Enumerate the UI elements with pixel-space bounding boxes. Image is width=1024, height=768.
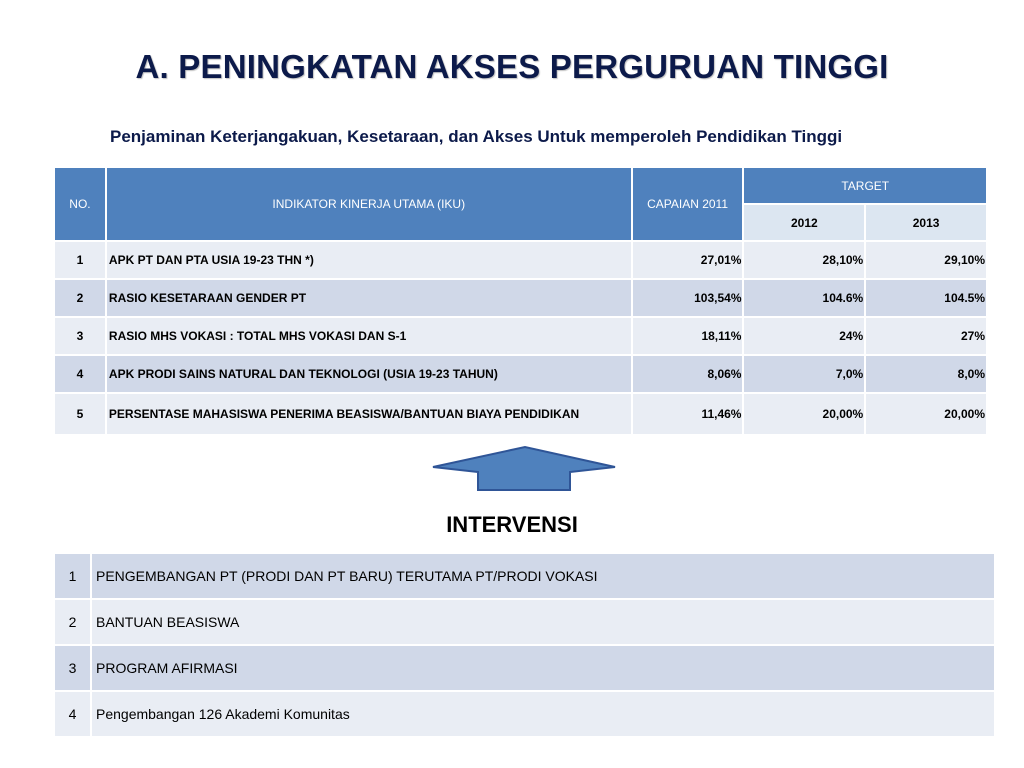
up-arrow-icon	[430, 444, 620, 494]
page-title: A. PENINGKATAN AKSES PERGURUAN TINGGI	[135, 48, 889, 85]
item-no: 1	[54, 553, 91, 599]
table-row	[54, 355, 987, 393]
page-subtitle: Penjaminan Keterjangakuan, Kesetaraan, dan Akses Untuk memperoleh Pendidikan Tinggi	[110, 127, 843, 146]
row-no: 5	[54, 393, 106, 435]
header-capaian: CAPAIAN 2011	[632, 167, 744, 241]
item-text: PROGRAM AFIRMASI	[91, 645, 995, 691]
table-row	[54, 241, 987, 279]
row-target-2013: 29,10%	[865, 241, 987, 279]
row-capaian: 18,11%	[632, 317, 744, 355]
list-item	[54, 553, 995, 599]
item-text: PENGEMBANGAN PT (PRODI DAN PT BARU) TERUTAMA PT/PRODI VOKASI	[91, 553, 995, 599]
row-iku: RASIO KESETARAAN GENDER PT	[106, 279, 632, 317]
row-no: 2	[54, 279, 106, 317]
intervensi-heading: INTERVENSI	[446, 512, 578, 537]
item-no: 4	[54, 691, 91, 737]
header-no: NO.	[54, 167, 106, 241]
item-text: BANTUAN BEASISWA	[91, 599, 995, 645]
row-no: 4	[54, 355, 106, 393]
row-iku: RASIO MHS VOKASI : TOTAL MHS VOKASI DAN S-1	[106, 317, 632, 355]
row-target-2012: 24%	[743, 317, 865, 355]
item-text: Pengembangan 126 Akademi Komunitas	[91, 691, 995, 737]
row-iku: PERSENTASE MAHASISWA PENERIMA BEASISWA/BANTUAN BIAYA PENDIDIKAN	[106, 393, 632, 435]
intervensi-table	[53, 552, 996, 738]
table-row	[54, 317, 987, 355]
header-2012: 2012	[743, 204, 865, 241]
row-iku: APK PRODI SAINS NATURAL DAN TEKNOLOGI (USIA 19-23 TAHUN)	[106, 355, 632, 393]
table-row	[54, 393, 987, 435]
row-target-2013: 8,0%	[865, 355, 987, 393]
row-capaian: 27,01%	[632, 241, 744, 279]
table-row	[54, 279, 987, 317]
row-capaian: 103,54%	[632, 279, 744, 317]
header-2013: 2013	[865, 204, 987, 241]
list-item	[54, 645, 995, 691]
row-capaian: 11,46%	[632, 393, 744, 435]
row-capaian: 8,06%	[632, 355, 744, 393]
iku-table	[53, 166, 988, 436]
row-no: 3	[54, 317, 106, 355]
header-target: TARGET	[743, 167, 987, 204]
item-no: 3	[54, 645, 91, 691]
item-no: 2	[54, 599, 91, 645]
row-target-2013: 20,00%	[865, 393, 987, 435]
row-iku: APK PT DAN PTA USIA 19-23 THN *)	[106, 241, 632, 279]
row-no: 1	[54, 241, 106, 279]
list-item	[54, 691, 995, 737]
row-target-2012: 28,10%	[743, 241, 865, 279]
row-target-2013: 104.5%	[865, 279, 987, 317]
row-target-2012: 104.6%	[743, 279, 865, 317]
list-item	[54, 599, 995, 645]
header-iku: INDIKATOR KINERJA UTAMA (IKU)	[106, 167, 632, 241]
row-target-2013: 27%	[865, 317, 987, 355]
row-target-2012: 7,0%	[743, 355, 865, 393]
row-target-2012: 20,00%	[743, 393, 865, 435]
